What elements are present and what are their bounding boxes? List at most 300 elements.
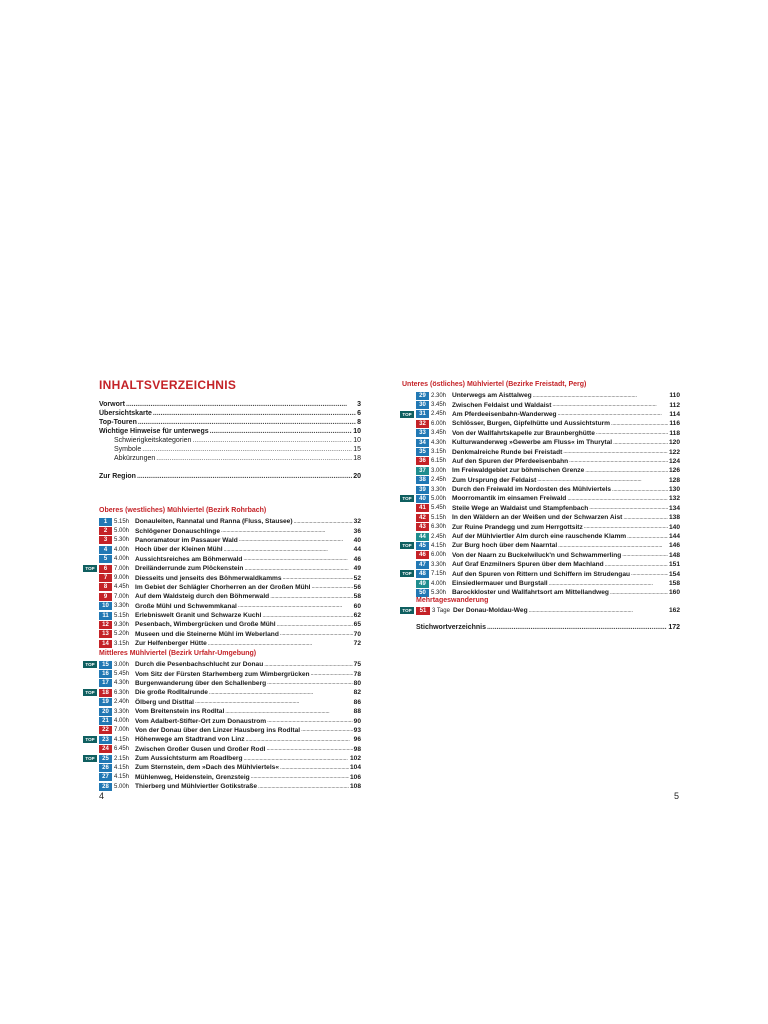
leader-dots — [239, 537, 353, 543]
leader-dots — [262, 613, 352, 619]
tour-row — [85, 688, 361, 697]
tour-row — [416, 438, 680, 447]
leader-dots — [238, 603, 353, 609]
tour-number: 45 — [416, 542, 429, 550]
toc-entry-symbole: Symbole . . . 15 — [114, 445, 361, 454]
tour-title: Vom Adalbert-Stifter-Ort zum Donaustrom — [135, 717, 267, 725]
tour-number: 3 — [99, 536, 112, 544]
top-badge: TOP — [83, 565, 97, 572]
tour-page: 72 — [353, 640, 361, 648]
tour-row — [416, 429, 680, 438]
tour-title: Am Pferdeeisenbahn-Wanderweg — [452, 410, 557, 418]
tour-number: 41 — [416, 504, 429, 512]
tour-title: Unterwegs am Aisttalweg — [452, 392, 532, 400]
tour-page: 151 — [668, 561, 680, 569]
tour-row — [416, 400, 680, 409]
leader-dots — [623, 515, 668, 521]
tour-title: Durch den Freiwald im Nordosten des Mühlviertels — [452, 486, 612, 494]
tour-duration: 4.00h — [114, 556, 130, 563]
leader-dots — [280, 631, 353, 637]
tour-duration: 5.30h — [431, 589, 447, 596]
tour-title: Zwischen Großer Gusen und Großer Rodl — [135, 745, 266, 753]
top-badge: TOP — [83, 755, 97, 762]
leader-dots — [251, 774, 349, 780]
tour-number: 10 — [99, 602, 112, 610]
tour-duration: 5.00h — [114, 528, 130, 535]
tour-list-mittleres — [85, 660, 361, 791]
top-badge: TOP — [400, 542, 414, 549]
tour-duration: 2.45h — [431, 411, 447, 418]
tour-number: 37 — [416, 467, 429, 475]
tour-page: 116 — [669, 420, 680, 428]
tour-page: 40 — [353, 536, 361, 544]
tour-title: Die große Rodltalrunde — [135, 689, 208, 697]
tour-title: Barockkloster und Wallfahrtsort am Mittellandweg — [452, 589, 609, 597]
tour-title: Museen und die Steinerne Mühl im Weberland — [135, 630, 279, 638]
tour-row — [416, 466, 680, 475]
tour-page: 65 — [353, 621, 361, 629]
tour-row — [99, 583, 361, 592]
leader-dots — [224, 547, 353, 553]
tour-page: 96 — [353, 736, 361, 744]
tour-list-mehrtages — [402, 606, 680, 615]
tour-row — [99, 726, 361, 735]
tour-row — [99, 536, 361, 545]
tour-number: 22 — [99, 726, 112, 734]
tour-row — [99, 716, 361, 725]
tour-page: 106 — [349, 773, 361, 781]
tour-duration: 7.00h — [114, 593, 130, 600]
tour-number: 11 — [99, 612, 112, 620]
tour-row — [99, 526, 361, 535]
tour-page: 162 — [668, 607, 680, 615]
leader-dots — [301, 727, 353, 733]
tour-row — [416, 513, 680, 522]
tour-title: Donauleiten, Rannatal und Ranna (Fluss, Stausee) — [135, 518, 293, 526]
leader-dots — [558, 411, 669, 417]
tour-number: 40 — [416, 495, 429, 503]
tour-title: Mühlenweg, Heidenstein, Grenzsteig — [135, 773, 250, 781]
toc-entry-abkuerzungen: Abkürzungen . . . 18 — [114, 454, 361, 463]
tour-page: 148 — [668, 551, 680, 559]
tour-title: Auf den Spuren von Rittern und Schiffern im Strudengau — [452, 570, 631, 578]
tour-title: Auf der Mühlviertler Alm durch eine rauschende Klamm — [452, 533, 627, 541]
tour-page: 104 — [349, 764, 361, 772]
tour-number: 5 — [99, 555, 112, 563]
tour-duration: 6.45h — [114, 746, 130, 753]
tour-duration: 3 Tage — [432, 607, 450, 614]
tour-duration: 4.30h — [114, 680, 130, 687]
toc-entry-top-touren: Top-Touren . . . 8 — [99, 418, 361, 427]
leader-dots — [267, 680, 352, 686]
section-heading-oberes: Oberes (westliches) Mühlviertel (Bezirk Rohrbach) — [99, 507, 267, 514]
tour-row — [416, 457, 680, 466]
tour-title: Thierberg und Mühlviertler Gotikstraße — [135, 783, 258, 791]
tour-title: Im Freiwaldgebiet zur böhmischen Grenze — [452, 467, 585, 475]
tour-duration: 2.40h — [114, 699, 130, 706]
leader-dots — [569, 458, 668, 464]
tour-page: 80 — [353, 679, 361, 687]
leader-dots — [563, 449, 668, 455]
tour-title: Auf dem Waldsteig durch den Böhmerwald — [135, 593, 270, 601]
tour-row — [416, 560, 680, 569]
tour-title: Höhenwege am Stadtrand von Linz — [135, 736, 245, 744]
tour-duration: 5.15h — [114, 518, 130, 525]
tour-page: 132 — [668, 495, 680, 503]
tour-page: 75 — [353, 661, 361, 669]
tour-duration: 4.00h — [114, 718, 130, 725]
tour-title: Steile Wege an Waldaist und Stampfenbach — [452, 504, 589, 512]
tour-page: 158 — [668, 580, 680, 587]
tour-row — [99, 602, 361, 611]
tour-duration: 2.45h — [431, 533, 447, 540]
tour-duration: 6.30h — [114, 689, 130, 696]
tour-duration: 3.15h — [114, 640, 130, 647]
tour-list-unteres — [402, 391, 680, 598]
tour-duration: 7.15h — [431, 571, 447, 578]
tour-number: 32 — [416, 420, 429, 428]
tour-number: 13 — [99, 630, 112, 638]
tour-number: 31 — [416, 410, 429, 418]
tour-duration: 3.30h — [114, 603, 130, 610]
tour-title: Schlösser, Burgen, Gipfelhütte und Aussichtsturm — [452, 420, 611, 428]
tour-row — [99, 782, 361, 791]
tour-row — [416, 391, 680, 400]
tour-page: 118 — [669, 429, 680, 437]
tour-duration: 4.15h — [114, 736, 130, 743]
tour-number: 48 — [416, 570, 429, 578]
tour-duration: 5.15h — [431, 514, 447, 521]
tour-duration: 5.00h — [431, 495, 447, 502]
tour-page: 56 — [353, 583, 361, 591]
tour-number: 30 — [416, 401, 429, 409]
tour-title: Vom Sitz der Fürsten Starhemberg zum Wimbergrücken — [135, 670, 310, 678]
tour-row — [416, 447, 680, 456]
tour-number: 28 — [99, 783, 112, 791]
tour-page: 102 — [349, 755, 361, 763]
leader-dots — [631, 571, 668, 577]
tour-number: 12 — [99, 621, 112, 629]
tour-number: 14 — [99, 640, 112, 648]
tour-page: 36 — [353, 527, 361, 535]
leader-dots — [558, 543, 668, 549]
tour-page: 32 — [353, 518, 361, 526]
tour-number: 50 — [416, 589, 429, 597]
tour-page: 82 — [353, 689, 361, 697]
tour-list-oberes — [85, 517, 361, 648]
tour-title: Zur Burg hoch über dem Naarntal — [452, 542, 558, 550]
tour-row — [85, 564, 361, 573]
section-heading-unteres: Unteres (östliches) Mühlviertel (Bezirke Freistadt, Perg) — [402, 381, 587, 388]
leader-dots — [585, 468, 668, 474]
tour-page: 62 — [353, 612, 361, 620]
tour-row — [416, 532, 680, 541]
tour-page: 112 — [669, 401, 680, 409]
tour-number: 27 — [99, 773, 112, 781]
leader-dots — [605, 562, 668, 568]
tour-row — [99, 611, 361, 620]
leader-dots — [221, 528, 353, 534]
tour-number: 39 — [416, 486, 429, 494]
leader-dots — [622, 552, 668, 558]
right-page — [384, 0, 768, 1024]
leader-dots — [258, 784, 349, 790]
tour-title: Moorromantik im einsamen Freiwald — [452, 495, 567, 503]
tour-duration: 3.30h — [431, 561, 447, 568]
tour-number: 47 — [416, 561, 429, 569]
tour-number: 20 — [99, 708, 112, 716]
tour-page: 52 — [353, 574, 361, 582]
tour-page: 88 — [353, 708, 361, 716]
leader-dots — [209, 690, 353, 696]
tour-page: 49 — [353, 565, 361, 573]
tour-number: 51 — [416, 607, 430, 615]
tour-page: 44 — [353, 546, 361, 554]
top-badge: TOP — [83, 689, 97, 696]
tour-duration: 5.20h — [114, 631, 130, 638]
tour-row — [416, 579, 680, 588]
leader-dots — [283, 575, 353, 581]
tour-page: 130 — [668, 486, 680, 494]
tour-page: 144 — [668, 533, 680, 541]
tour-title: Von der Donau über den Linzer Hausberg ins Rodltal — [135, 726, 301, 734]
toc-entry-region: Zur Region . . . 20 — [99, 472, 361, 481]
tour-title: Zwischen Feldaist und Waldaist — [452, 401, 552, 409]
tour-page: 124 — [668, 457, 680, 465]
tour-duration: 3.30h — [114, 708, 130, 715]
tour-duration: 3.00h — [431, 467, 447, 474]
tour-title: Zum Ursprung der Feldaist — [452, 476, 537, 484]
tour-number: 21 — [99, 717, 112, 725]
tour-page: 110 — [669, 392, 680, 400]
tour-page: 154 — [668, 570, 680, 578]
tour-title: Im Gebiet der Schlägler Chorherren an der Großen Mühl — [135, 583, 311, 591]
tour-number: 18 — [99, 689, 112, 697]
tour-row — [402, 494, 680, 503]
tour-duration: 6.30h — [431, 524, 447, 531]
tour-number: 46 — [416, 551, 429, 559]
tour-row — [416, 419, 680, 428]
tour-title: Panoramatour im Passauer Wald — [135, 536, 238, 544]
leader-dots — [277, 622, 353, 628]
tour-number: 43 — [416, 523, 429, 531]
tour-row — [99, 669, 361, 678]
tour-page: 126 — [668, 467, 680, 475]
leader-dots — [567, 496, 668, 502]
tour-duration: 4.15h — [114, 764, 130, 771]
tour-duration: 4.15h — [114, 774, 130, 781]
tour-title: Vom Breitenstein ins Rodltal — [135, 708, 225, 716]
tour-row — [99, 573, 361, 582]
tour-page: 122 — [668, 448, 680, 456]
tour-duration: 7.00h — [114, 565, 130, 572]
tour-row — [99, 555, 361, 564]
tour-title: Von der Naarn zu Buckelwiluck'n und Schwammerling — [452, 551, 622, 559]
tour-row — [402, 410, 680, 419]
tour-page: 146 — [668, 542, 680, 550]
leader-dots — [537, 477, 668, 483]
tour-page: 108 — [349, 783, 361, 791]
tour-title: Ölberg und Distltal — [135, 698, 194, 706]
leader-dots — [596, 430, 668, 436]
top-badge: TOP — [83, 736, 97, 743]
tour-row — [416, 551, 680, 560]
tour-row — [99, 620, 361, 629]
tour-number: 24 — [99, 745, 112, 753]
tour-page: 128 — [668, 476, 680, 484]
tour-row — [416, 504, 680, 513]
tour-number: 16 — [99, 670, 112, 678]
tour-number: 6 — [99, 565, 112, 573]
tour-number: 19 — [99, 698, 112, 706]
tour-number: 9 — [99, 593, 112, 601]
tour-duration: 9.00h — [114, 575, 130, 582]
tour-page: 93 — [353, 726, 361, 734]
tour-title: Zur Ruine Prandegg und zum Herrgottsitz — [452, 523, 583, 531]
tour-row — [99, 545, 361, 554]
tour-page: 160 — [668, 589, 680, 597]
section-heading-mittleres: Mittleres Mühlviertel (Bezirk Urfahr-Umgebung) — [99, 650, 257, 657]
leader-dots — [270, 594, 352, 600]
tour-row — [85, 754, 361, 763]
tour-title: Der Donau-Moldau-Weg — [453, 607, 528, 615]
tour-page: 46 — [353, 555, 361, 563]
tour-number: 42 — [416, 514, 429, 522]
tour-page: 78 — [353, 670, 361, 678]
tour-title: Erlebniswelt Granit und Schwarze Kuchl — [135, 612, 262, 620]
tour-number: 49 — [416, 580, 429, 588]
tour-duration: 4.30h — [431, 439, 447, 446]
tour-number: 8 — [99, 583, 112, 591]
tour-number: 2 — [99, 527, 112, 535]
tour-duration: 2.45h — [431, 477, 447, 484]
tour-page: 58 — [353, 593, 361, 601]
tour-page: 114 — [669, 410, 680, 418]
tour-page: 134 — [668, 504, 680, 512]
leader-dots — [589, 505, 668, 511]
leader-dots — [529, 608, 668, 614]
tour-number: 23 — [99, 736, 112, 744]
tour-title: Auf Graf Enzmilners Spuren über dem Machland — [452, 561, 604, 569]
tour-title: Aussichtsreiches am Böhmerwald — [135, 555, 243, 563]
tour-duration: 6.00h — [431, 420, 447, 427]
tour-page: 90 — [353, 717, 361, 725]
toc-entry-hinweise: Wichtige Hinweise für unterwegs . . . 10 — [99, 427, 361, 436]
leader-dots — [266, 746, 352, 752]
tour-row — [99, 639, 361, 648]
tour-number: 25 — [99, 755, 112, 763]
tour-row — [99, 763, 361, 772]
tour-title: Burgenwanderung über den Schallenberg — [135, 679, 267, 687]
leader-dots — [552, 402, 668, 408]
tour-title: Pesenbach, Wimbergrücken und Große Mühl — [135, 621, 276, 629]
tour-number: 1 — [99, 518, 112, 526]
page-number-left: 4 — [99, 791, 105, 801]
tour-title: Dreiländerrunde zum Plöckenstein — [135, 565, 244, 573]
leader-dots — [533, 393, 669, 399]
tour-duration: 7.00h — [114, 727, 130, 734]
tour-title: In den Wäldern an der Weißen und der Schwarzen Aist — [452, 514, 623, 522]
leader-dots — [267, 718, 353, 724]
tour-duration: 5.00h — [114, 783, 130, 790]
top-badge: TOP — [400, 495, 414, 502]
tour-number: 36 — [416, 457, 429, 465]
tour-title: Durch die Pesenbachschlucht zur Donau — [135, 661, 264, 669]
tour-title: Schlögener Donauschlinge — [135, 527, 221, 535]
leader-dots — [611, 421, 668, 427]
toc-entry-stichwortverzeichnis: Stichwortverzeichnis . . . 172 — [416, 623, 680, 632]
leader-dots — [294, 519, 353, 525]
tour-duration: 3.15h — [431, 449, 447, 456]
tour-title: Zur Helfenberger Hütte — [135, 640, 207, 648]
tour-duration: 2.30h — [431, 392, 447, 399]
tour-duration: 4.00h — [431, 580, 447, 587]
toc-entry-schwierigkeit: Schwierigkeitskategorien . . . 10 — [114, 436, 361, 445]
tour-row — [99, 630, 361, 639]
toc-entry-vorwort: Vorwort . . . 3 — [99, 400, 361, 409]
tour-duration: 4.15h — [431, 542, 447, 549]
tour-duration: 6.00h — [431, 552, 447, 559]
tour-row — [402, 569, 680, 578]
toc-title: INHALTSVERZEICHNIS — [99, 378, 237, 392]
tour-number: 34 — [416, 439, 429, 447]
tour-row — [416, 476, 680, 485]
leader-dots — [264, 662, 352, 668]
tour-number: 26 — [99, 764, 112, 772]
tour-page: 98 — [353, 745, 361, 753]
tour-row — [99, 773, 361, 782]
tour-number: 38 — [416, 476, 429, 484]
tour-duration: 5.45h — [431, 505, 447, 512]
tour-duration: 3.30h — [431, 486, 447, 493]
tour-duration: 6.15h — [431, 458, 447, 465]
leader-dots — [549, 581, 668, 587]
tour-page: 86 — [353, 698, 361, 706]
tour-title: Große Mühl und Schwemmkanal — [135, 602, 237, 610]
tour-row — [99, 745, 361, 754]
leader-dots — [243, 756, 349, 762]
tour-title: Denkmalreiche Runde bei Freistadt — [452, 448, 563, 456]
tour-row — [85, 735, 361, 744]
tour-duration: 4.45h — [114, 584, 130, 591]
tour-row — [85, 660, 361, 669]
tour-duration: 2.15h — [114, 755, 130, 762]
tour-row — [99, 592, 361, 601]
leader-dots — [627, 534, 668, 540]
tour-number: 44 — [416, 533, 429, 541]
tour-title: Auf den Spuren der Pferdeeisenbahn — [452, 457, 569, 465]
tour-number: 17 — [99, 679, 112, 687]
tour-page: 120 — [668, 439, 680, 447]
tour-duration: 3.00h — [114, 661, 130, 668]
tour-duration: 9.30h — [114, 621, 130, 628]
leader-dots — [208, 641, 353, 647]
section-heading-mehrtages: Mehrtageswanderung — [416, 597, 489, 604]
toc-entry-uebersichtskarte: Übersichtskarte . . . 6 — [99, 409, 361, 418]
top-badge: TOP — [400, 570, 414, 577]
leader-dots — [195, 699, 353, 705]
tour-number: 4 — [99, 546, 112, 554]
tour-duration: 3.45h — [431, 402, 447, 409]
leader-dots — [244, 566, 352, 572]
tour-duration: 5.30h — [114, 537, 130, 544]
tour-title: Von der Wallfahrtskapelle zur Braunberghütte — [452, 429, 595, 437]
leader-dots — [612, 487, 668, 493]
tour-row — [99, 707, 361, 716]
tour-duration: 5.45h — [114, 671, 130, 678]
leader-dots — [225, 709, 352, 715]
tour-duration: 5.15h — [114, 612, 130, 619]
